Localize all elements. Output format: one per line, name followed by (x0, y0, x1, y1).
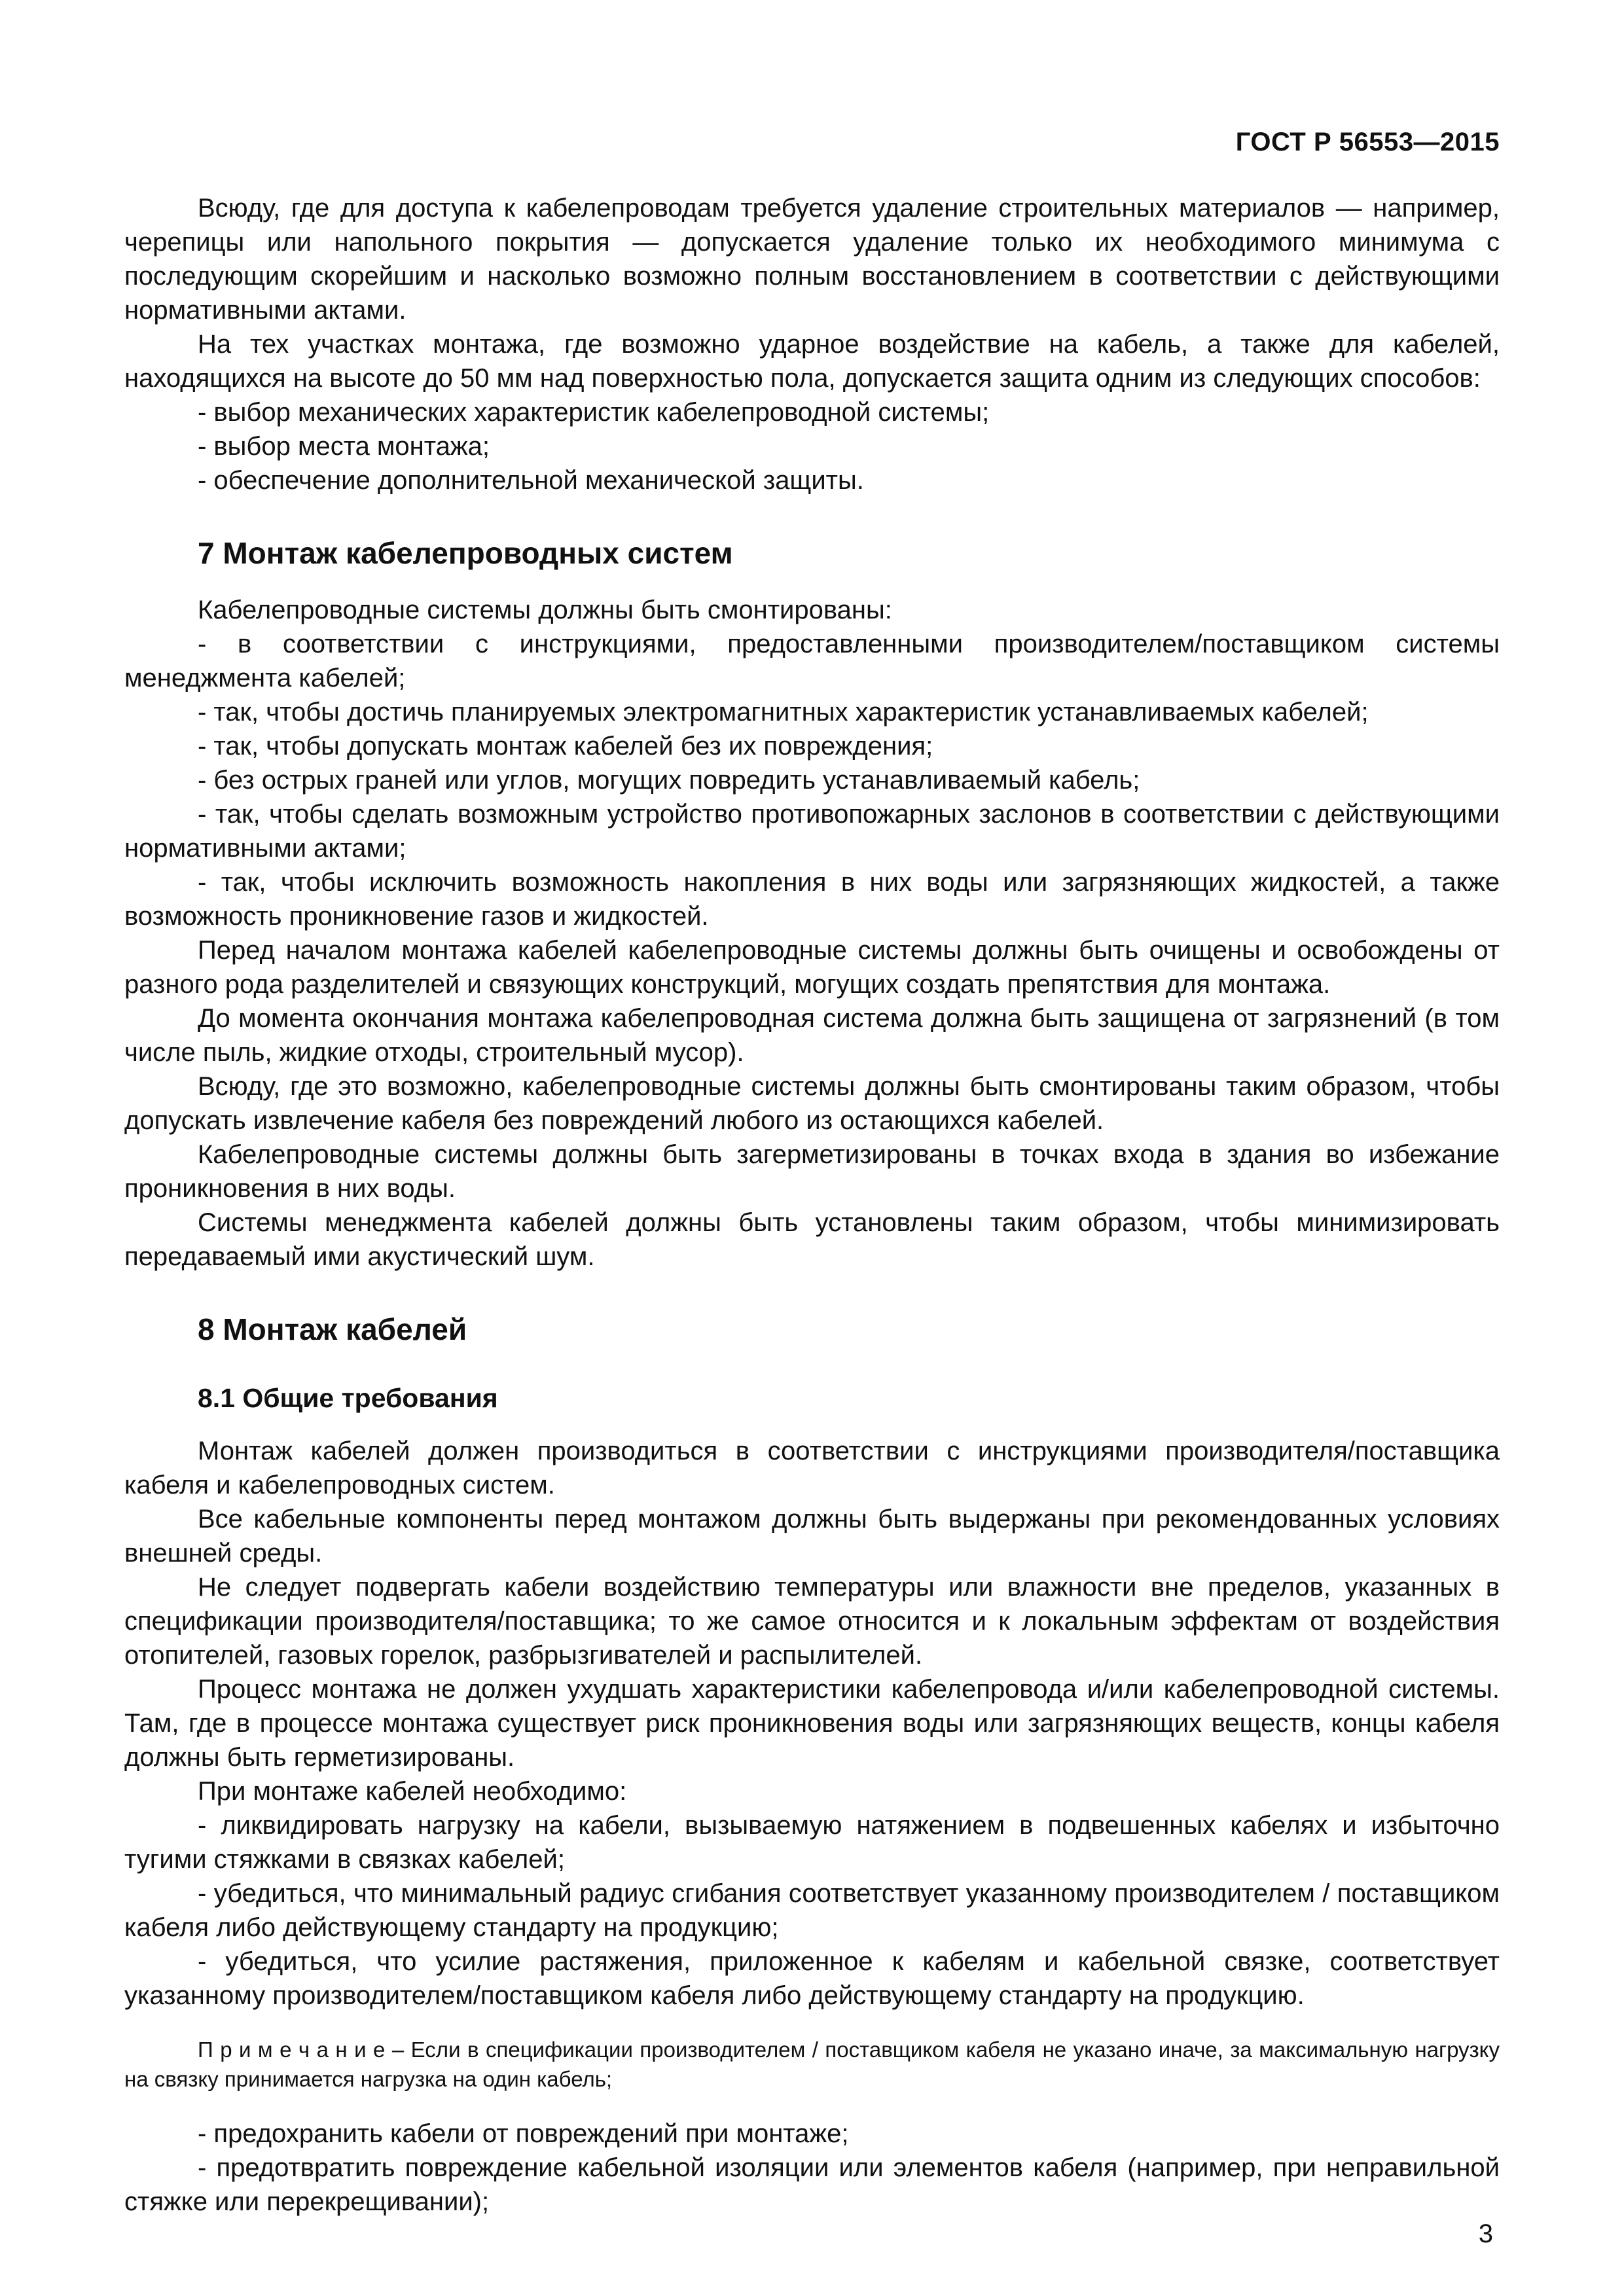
paragraph: Монтаж кабелей должен производиться в соответствии с инструкциями производителя/поставщика кабеля и кабелепроводных систем. (124, 1436, 1500, 1499)
list-item: - убедиться, что усилие растяжения, приложенное к кабелям и кабельной связке, соответствует указанному производителем/поставщиком кабеля либо действующему стандарту на продукцию. (124, 1946, 1500, 2010)
subsection-heading: 8.1 Общие требования (198, 1382, 498, 1413)
paragraph: Не следует подвергать кабели воздействию температуры или влажности вне пределов, указанных в спецификации производителя/поставщика; то же самое относится и к локальным эффектам от воздействия отопителей, газовых горелок, разбрызгивателей и распылителей. (124, 1572, 1500, 1670)
list-item: - в соответствии с инструкциями, предоставленными производителем/поставщиком системы менеджмента кабелей; (124, 629, 1500, 692)
paragraph: Всюду, где это возможно, кабелепроводные системы должны быть смонтированы таким образом, чтобы допускать извлечение кабеля без повреждений любого из остающихся кабелей. (124, 1071, 1500, 1135)
list-item: - убедиться, что минимальный радиус сгибания соответствует указанному производителем / поставщиком кабеля либо действующему стандарту на продукцию; (124, 1878, 1500, 1942)
paragraph: Системы менеджмента кабелей должны быть установлены таким образом, чтобы минимизировать передаваемый ими акустический шум. (124, 1208, 1500, 1271)
paragraph: Все кабельные компоненты перед монтажом должны быть выдержаны при рекомендованных условиях внешней среды. (124, 1504, 1500, 1568)
list-item: - так, чтобы достичь планируемых электромагнитных характеристик устанавливаемых кабелей; (198, 697, 1369, 726)
list-item: - предотвратить повреждение кабельной изоляции или элементов кабеля (например, при неправильной стяжке или перекрещивании); (124, 2153, 1500, 2216)
page-number: 3 (1478, 2219, 1493, 2248)
list-item: - так, чтобы допускать монтаж кабелей без их повреждения; (198, 731, 933, 761)
list-item: - предохранить кабели от повреждений при монтаже; (198, 2119, 849, 2148)
section-heading: 7 Монтаж кабелепроводных систем (198, 536, 733, 570)
list-item: - выбор места монтажа; (198, 432, 490, 461)
document-body (124, 191, 1500, 2219)
list-item: - так, чтобы исключить возможность накопления в них воды или загрязняющих жидкостей, а также возможность проникновение газов и жидкостей. (124, 867, 1500, 931)
paragraph: Перед началом монтажа кабелей кабелепроводные системы должны быть очищены и освобождены от разного рода разделителей и связующих конструкций, могущих создать препятствия для монтажа. (124, 935, 1500, 999)
paragraph: При монтаже кабелей необходимо: (198, 1776, 627, 1806)
list-item: - без острых граней или углов, могущих повредить устанавливаемый кабель; (198, 765, 1140, 795)
paragraph: Процесс монтажа не должен ухудшать характеристики кабелепровода и/или кабелепроводной системы. Там, где в процессе монтажа существует риск проникновения воды или загрязняющих веществ, концы кабеля должны быть герметизированы. (124, 1674, 1500, 1772)
paragraph: Кабелепроводные системы должны быть смонтированы: (198, 595, 892, 624)
note-paragraph: П р и м е ч а н и е – Если в спецификации производителем / поставщиком кабеля не указано иначе, за максимальную нагрузку на связку принимается нагрузка на один кабель; (124, 2037, 1500, 2092)
document-header: ГОСТ Р 56553—2015 (1235, 128, 1500, 156)
paragraph: Кабелепроводные системы должны быть загерметизированы в точках входа в здания во избежание проникновения в них воды. (124, 1139, 1500, 1203)
paragraph: На тех участках монтажа, где возможно ударное воздействие на кабель, а также для кабелей, находящихся на высоте до 50 мм над поверхностью пола, допускается защита одним из следующих способов: (124, 330, 1500, 393)
list-item: - ликвидировать нагрузку на кабели, вызываемую натяжением в подвешенных кабелях и избыточно тугими стяжками в связках кабелей; (124, 1810, 1500, 1874)
list-item: - обеспечение дополнительной механической защиты. (198, 466, 864, 495)
paragraph: До момента окончания монтажа кабелепроводная система должна быть защищена от загрязнений (в том числе пыль, жидкие отходы, строительный мусор). (124, 1003, 1500, 1067)
paragraph: Всюду, где для доступа к кабелепроводам требуется удаление строительных материалов — например, черепицы или напольного покрытия — допускается удаление только их необходимого минимума с последующим скорейшим и насколько возможно полным восстановлением в соответствии с действующими нормативными актами. (124, 194, 1500, 325)
section-heading: 8 Монтаж кабелей (198, 1312, 467, 1346)
list-item: - так, чтобы сделать возможным устройство противопожарных заслонов в соответствии с действующими нормативными актами; (124, 799, 1500, 863)
list-item: - выбор механических характеристик кабелепроводной системы; (198, 398, 990, 427)
